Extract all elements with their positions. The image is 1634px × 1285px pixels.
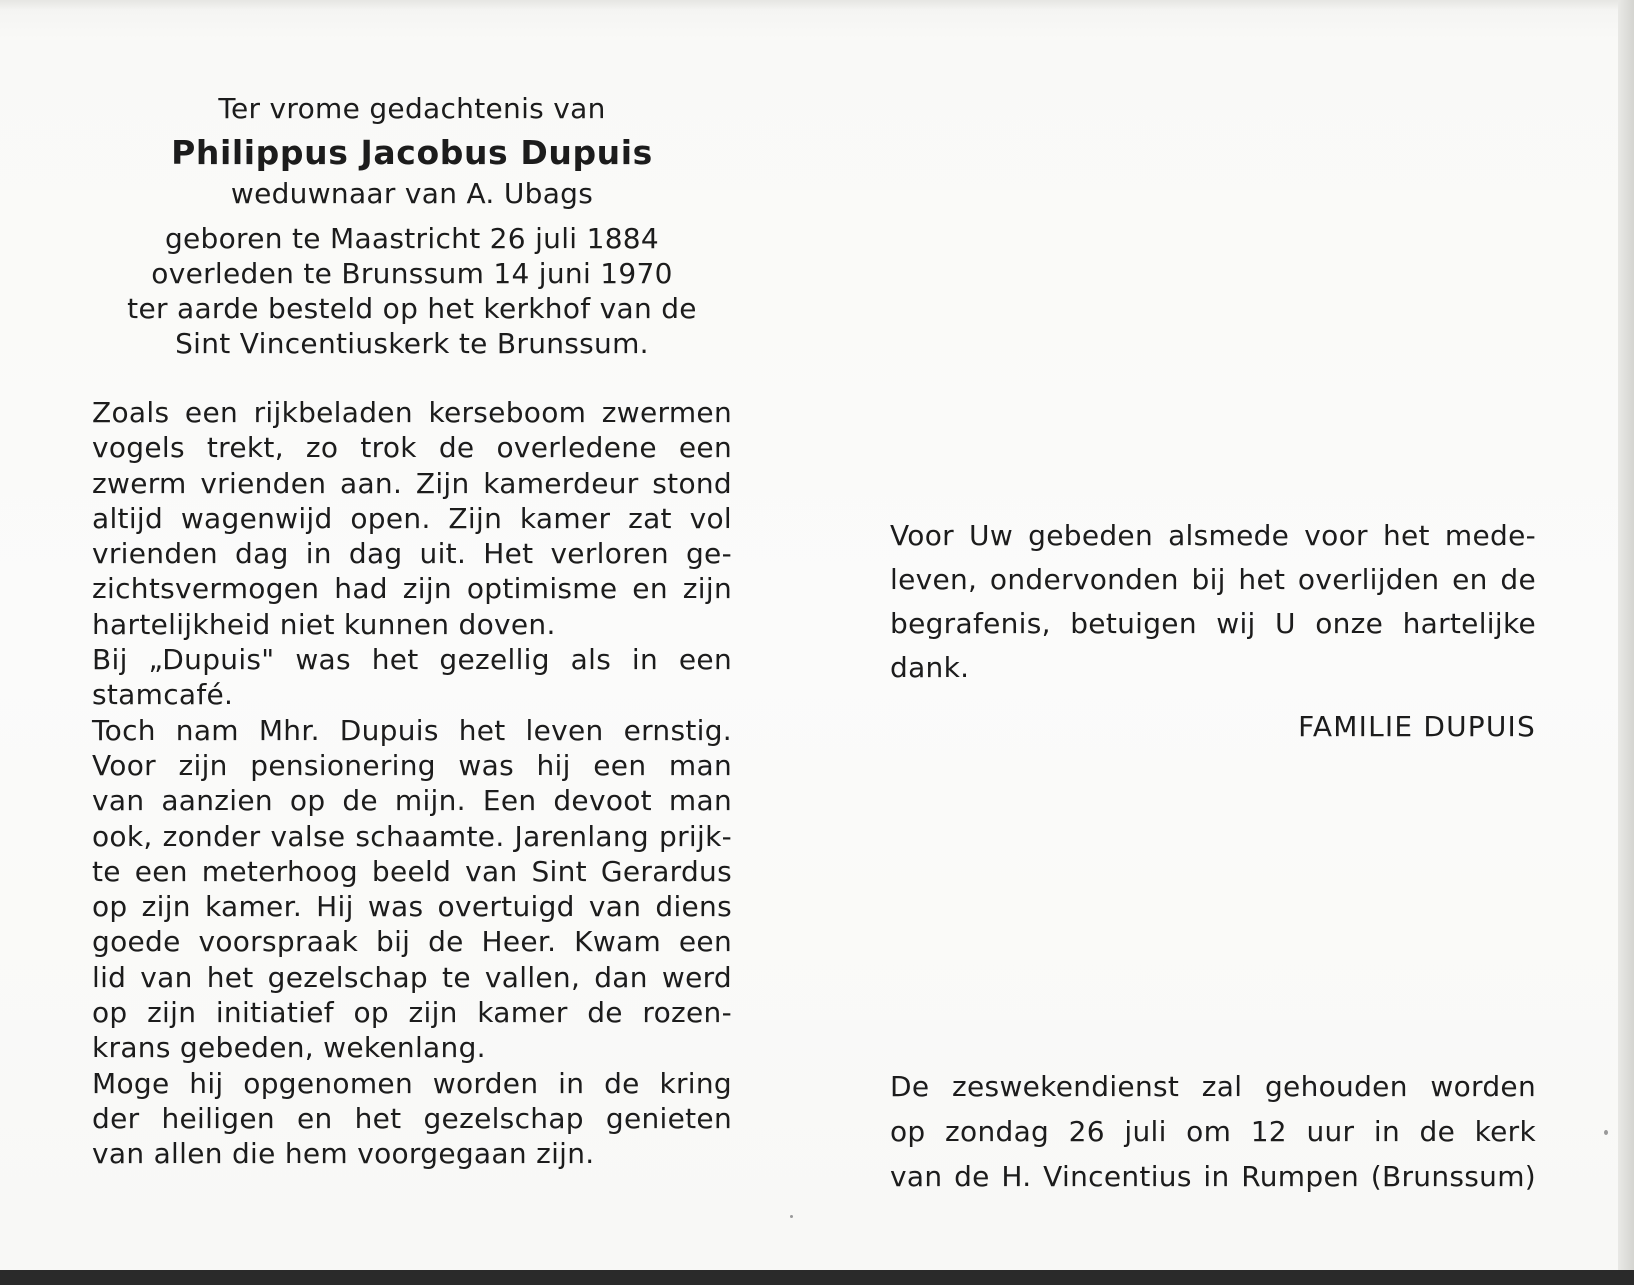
text-line: zwerm vrienden aan. Zijn kamerdeur stond bbox=[92, 466, 732, 500]
thanks-line: Voor Uw gebeden alsmede voor het mede- bbox=[890, 519, 1536, 552]
text-line: altijd wagenwijd open. Zijn kamer zat vol bbox=[92, 501, 732, 535]
text-line: vogels trekt, zo trok de overledene een bbox=[92, 431, 732, 465]
memorial-left-column bbox=[92, 88, 732, 1172]
text-line: Toch nam Mhr. Dupuis het leven ernstig. bbox=[92, 713, 732, 747]
thanks-line: leven, ondervonden bij het overlijden en de bbox=[890, 563, 1536, 596]
family-signature: FAMILIE DUPUIS bbox=[1298, 710, 1536, 743]
deceased-name: Philippus Jacobus Dupuis bbox=[171, 133, 653, 172]
death-line: overleden te Brunssum 14 juni 1970 bbox=[151, 257, 673, 290]
service-announcement bbox=[890, 1064, 1536, 1199]
card-bottom-edge bbox=[0, 1270, 1634, 1285]
widower-text: weduwnaar van A. Ubags bbox=[230, 177, 594, 210]
dates-block bbox=[92, 221, 732, 361]
text-line: ook, zonder valse schaamte. Jarenlang prijk- bbox=[92, 819, 732, 853]
service-line: van de H. Vincentius in Rumpen (Brunssum) bbox=[890, 1160, 1536, 1193]
text-line: vrienden dag in dag uit. Het verloren ge- bbox=[92, 537, 732, 571]
service-line: De zeswekendienst zal gehouden worden bbox=[890, 1070, 1536, 1103]
memorial-text bbox=[92, 395, 732, 1172]
text-line: Zoals een rijkbeladen kerseboom zwermen bbox=[92, 396, 732, 429]
text-line: krans gebeden, wekenlang. bbox=[92, 1031, 486, 1065]
text-line: der heiligen en het gezelschap genieten bbox=[92, 1101, 732, 1135]
text-line: zichtsvermogen had zijn optimisme en zijn bbox=[92, 572, 732, 606]
text-line: op zijn kamer. Hij was overtuigd van diens bbox=[92, 890, 732, 924]
birth-line: geboren te Maastricht 26 juli 1884 bbox=[164, 222, 660, 255]
text-line: goede voorspraak bij de Heer. Kwam een bbox=[92, 925, 732, 959]
card-top-edge bbox=[0, 0, 1634, 10]
paper-speck bbox=[790, 1215, 793, 1218]
paper-speck bbox=[1604, 1130, 1608, 1135]
card-right-edge bbox=[1618, 0, 1634, 1270]
thanks-paragraph bbox=[890, 514, 1536, 690]
text-line: te een meterhoog beeld van Sint Gerardus bbox=[92, 854, 732, 888]
thanks-line: dank. bbox=[890, 651, 970, 684]
church-line: Sint Vincentiuskerk te Brunssum. bbox=[175, 327, 649, 360]
intro-text: Ter vrome gedachtenis van bbox=[218, 92, 606, 125]
text-line: Moge hij opgenomen worden in de kring bbox=[92, 1066, 732, 1100]
burial-line: ter aarde besteld op het kerkhof van de bbox=[127, 292, 697, 325]
text-line: van aanzien op de mijn. Een devoot man bbox=[92, 784, 732, 818]
text-line: hartelijkheid niet kunnen doven. bbox=[92, 607, 556, 641]
text-line: van allen die hem voorgegaan zijn. bbox=[92, 1137, 595, 1171]
text-line: op zijn initiatief op zijn kamer de rozen- bbox=[92, 996, 732, 1030]
thanks-line: begrafenis, betuigen wij U onze hartelijke bbox=[890, 607, 1536, 640]
text-line: stamcafé. bbox=[92, 678, 234, 712]
text-line: lid van het gezelschap te vallen, dan werd bbox=[92, 960, 732, 994]
service-line: op zondag 26 juli om 12 uur in de kerk bbox=[890, 1115, 1536, 1148]
text-line: Voor zijn pensionering was hij een man bbox=[92, 748, 732, 782]
text-line: Bij „Dupuis" was het gezellig als in een bbox=[92, 643, 732, 677]
